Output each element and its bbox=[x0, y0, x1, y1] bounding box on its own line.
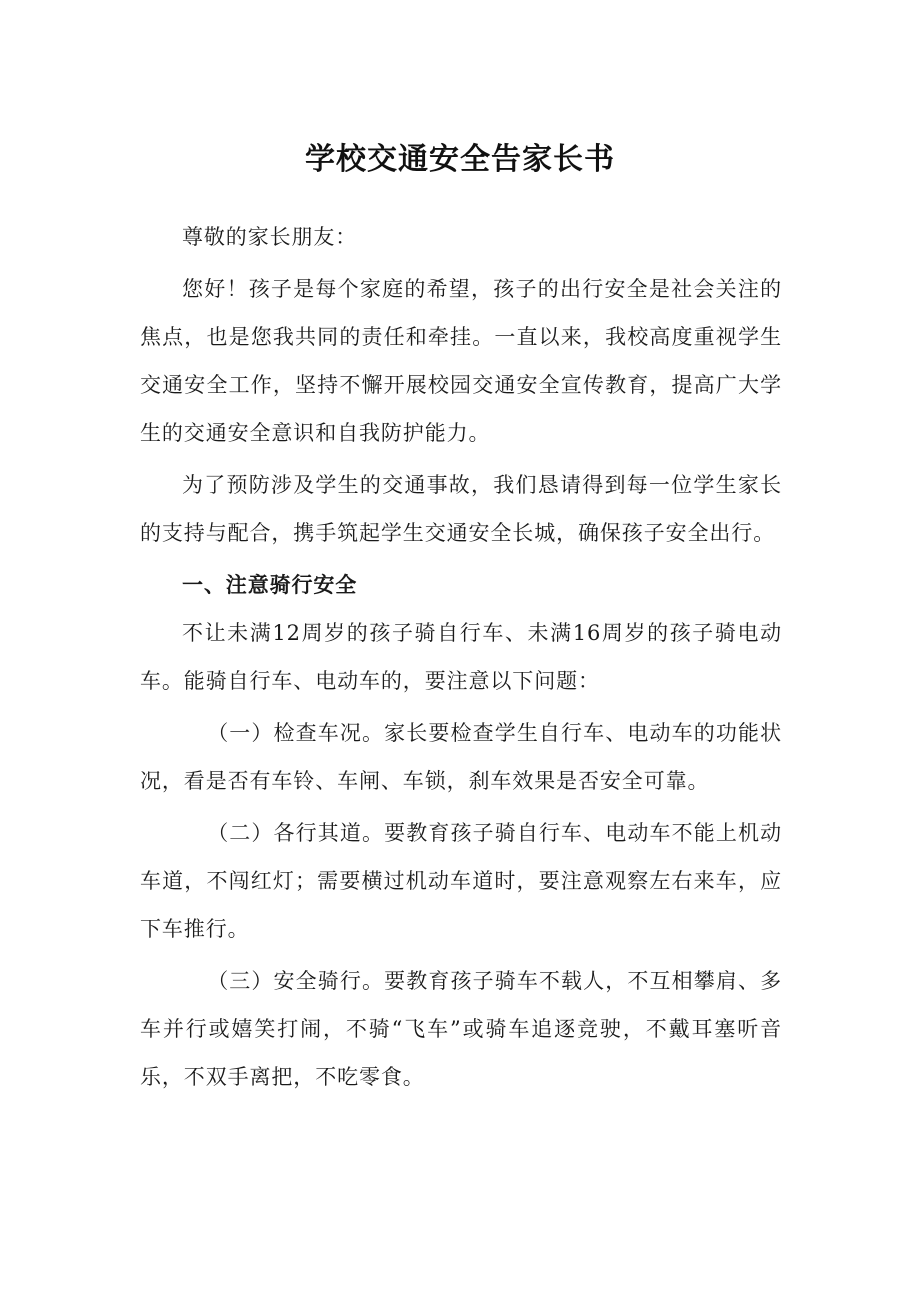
paragraph-greeting: 您好！孩子是每个家庭的希望，孩子的出行安全是社会关注的焦点，也是您我共同的责任和牵挂。一直以来，我校高度重视学生交通安全工作，坚持不懈开展校园交通安全宣传教育，提高广大学生的交通安全意识和自我防护能力。 bbox=[140, 277, 782, 445]
list-item-safe-riding: （三）安全骑行。要教育孩子骑车不载人，不互相攀肩、多车并行或嬉笑打闹，不骑“飞车”或骑车追逐竞驶，不戴耳塞听音乐，不双手离把，不吃零食。 bbox=[140, 969, 782, 1089]
section-heading-riding-safety: 一、注意骑行安全 bbox=[182, 573, 358, 597]
list-item-keep-lane: （二）各行其道。要教育孩子骑自行车、电动车不能上机动车道，不闯红灯；需要横过机动车道时，要注意观察左右来车，应下车推行。 bbox=[140, 821, 782, 941]
document-title: 学校交通安全告家长书 bbox=[305, 142, 615, 177]
salutation: 尊敬的家长朋友： bbox=[182, 225, 358, 249]
document-body bbox=[140, 213, 782, 1101]
section-intro: 不让未满12周岁的孩子骑自行车、未满16周岁的孩子骑电动车。能骑自行车、电动车的，要注意以下问题： bbox=[140, 621, 782, 693]
list-item-check-vehicle: （一）检查车况。家长要检查学生自行车、电动车的功能状况，看是否有车铃、车闸、车锁，刹车效果是否安全可靠。 bbox=[140, 721, 782, 793]
paragraph-request: 为了预防涉及学生的交通事故，我们恳请得到每一位学生家长的支持与配合，携手筑起学生交通安全长城，确保孩子安全出行。 bbox=[140, 473, 782, 545]
